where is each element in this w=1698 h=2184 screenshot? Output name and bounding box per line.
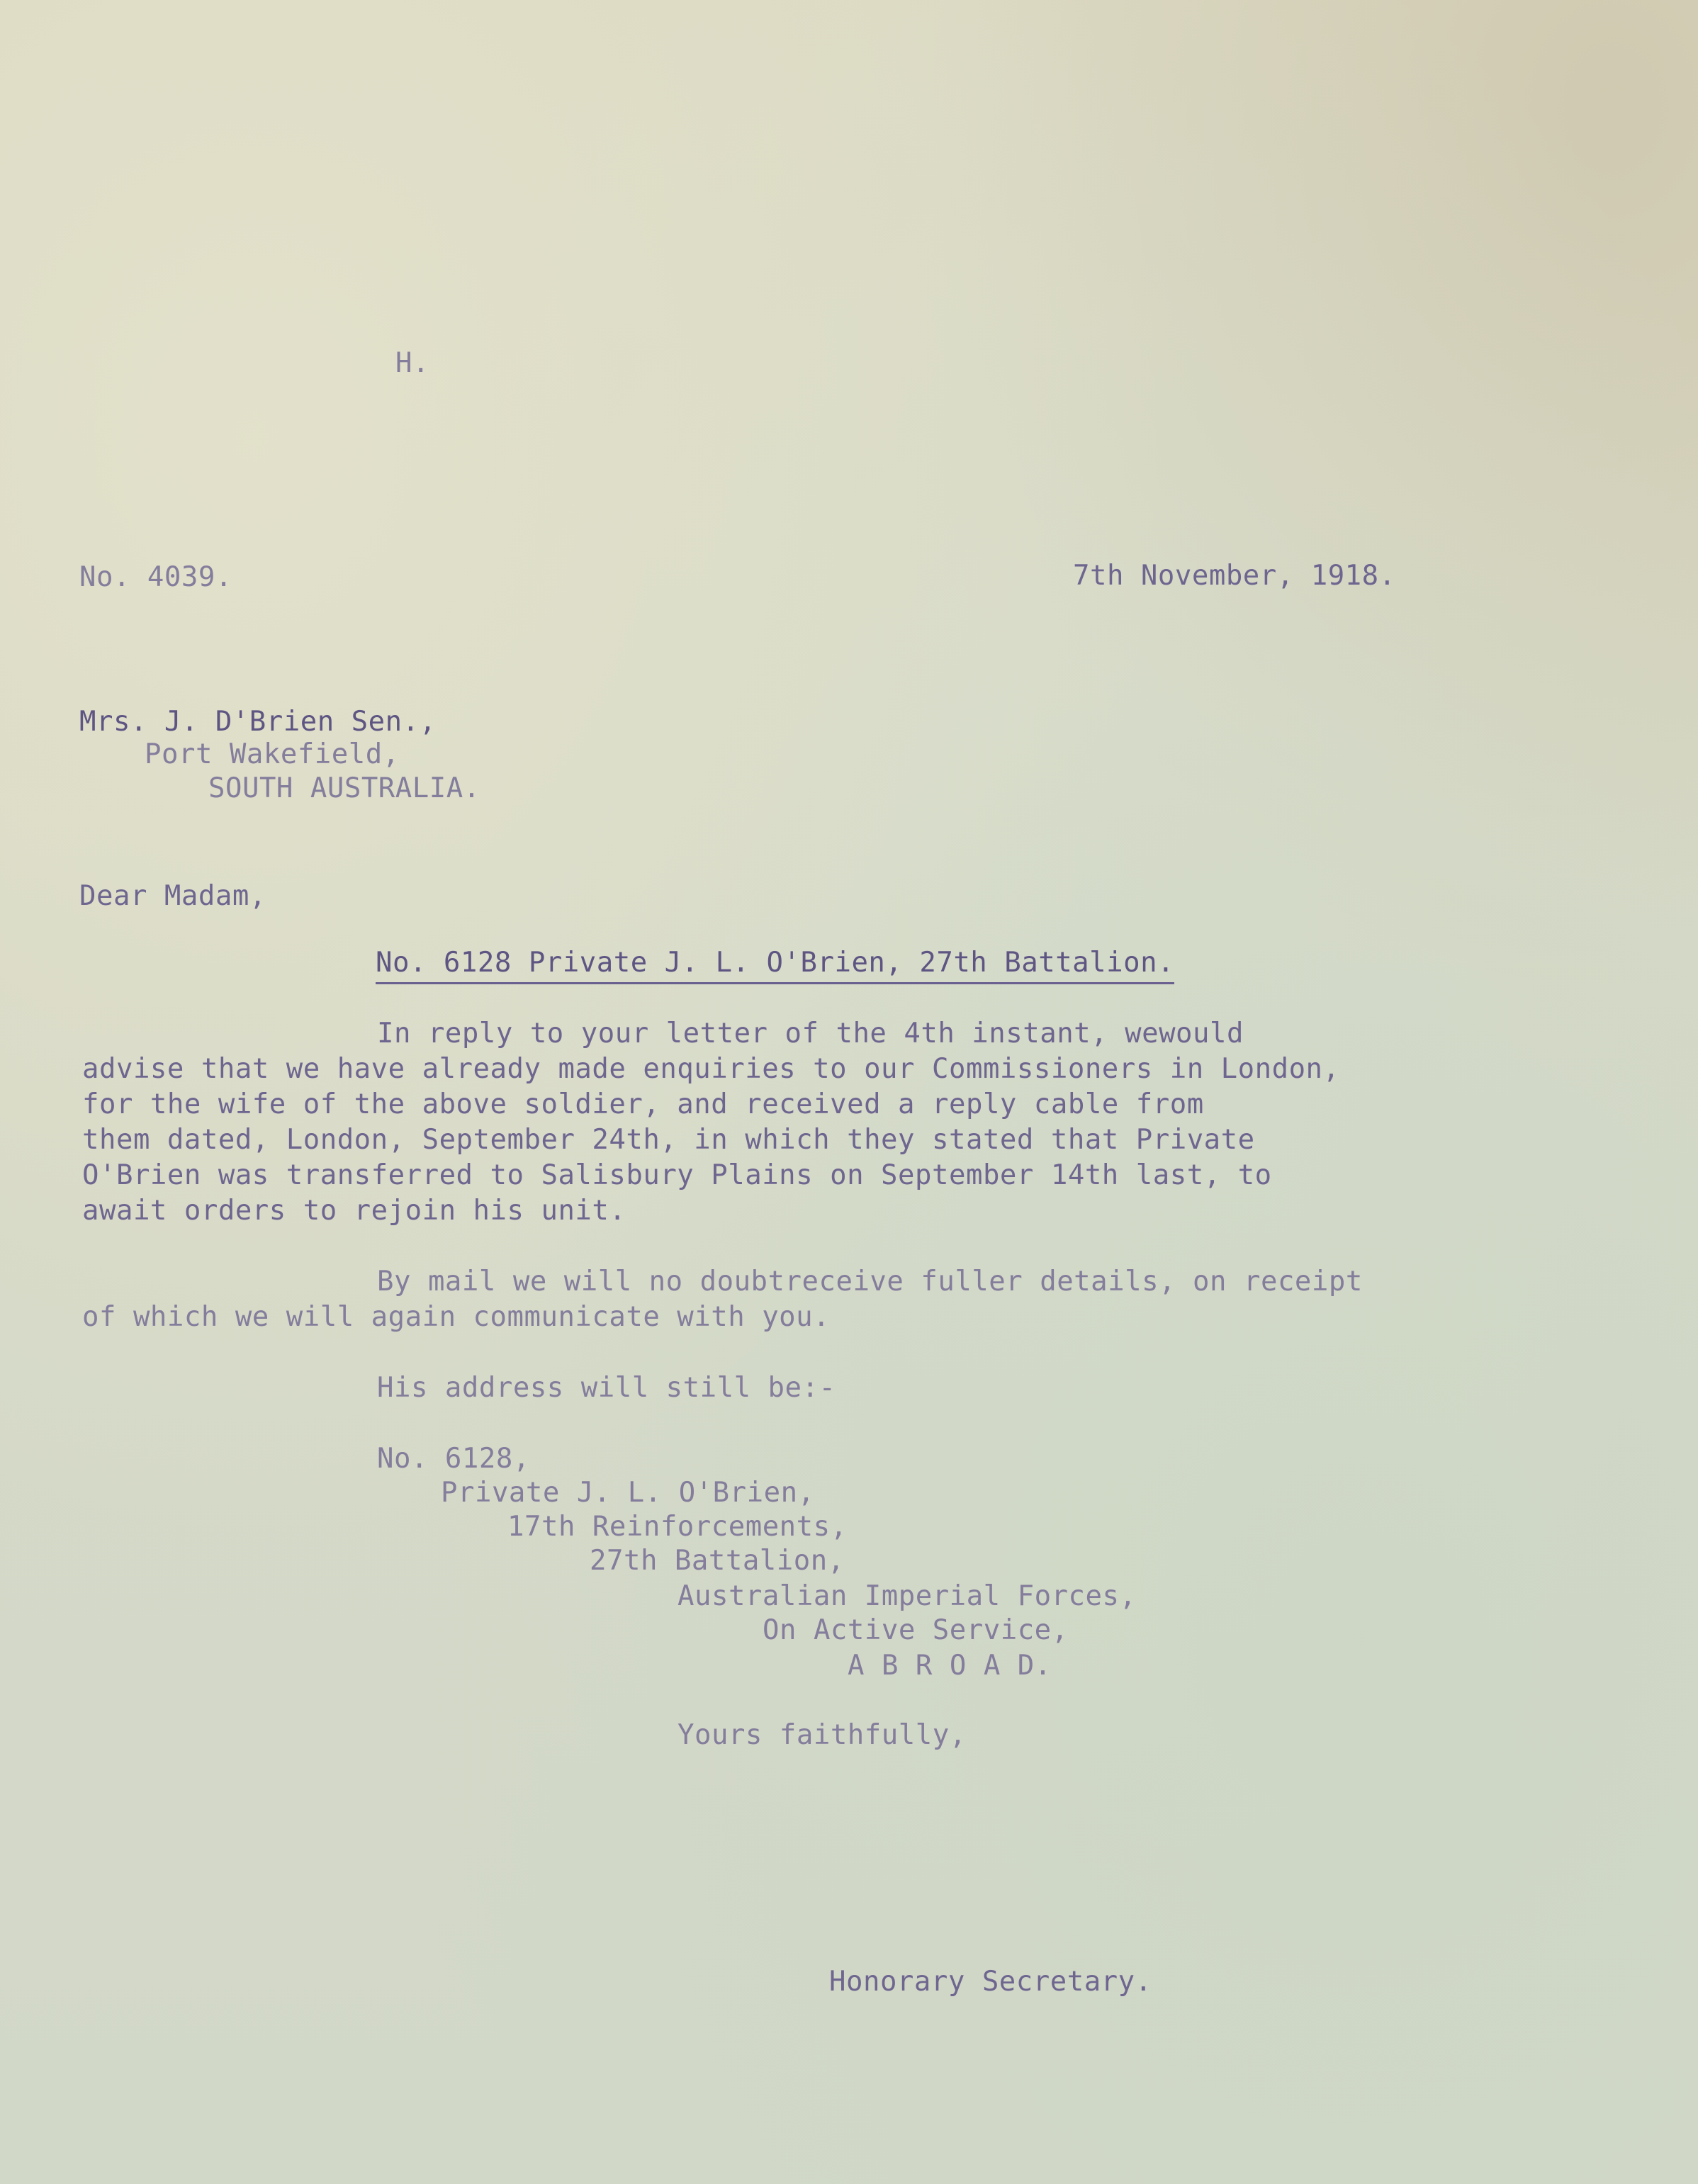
paragraph-1-line: for the wife of the above soldier, and received a reply cable from [82,1088,1204,1120]
recipient-town: Port Wakefield, [145,738,400,770]
salutation: Dear Madam, [79,880,266,912]
recipient-state: SOUTH AUSTRALIA. [208,772,480,804]
paragraph-2-line: of which we will again communicate with you. [82,1301,831,1333]
reference-number: No. 4039. [79,561,232,593]
closing: Yours faithfully, [677,1719,967,1751]
address-line: Private J. L. O'Brien, [441,1477,815,1509]
paragraph-2-line: By mail we will no doubtreceive fuller details, on receipt [377,1266,1363,1298]
address-line: On Active Service, [763,1614,1069,1646]
letter-initial: H. [395,347,429,379]
paragraph-1-line: them dated, London, September 24th, in which they stated that Private [82,1124,1255,1156]
letter-date: 7th November, 1918. [1073,560,1396,592]
signatory-title: Honorary Secretary. [829,1966,1152,1998]
recipient-name: Mrs. J. D'Brien Sen., [79,706,437,738]
address-line: Australian Imperial Forces, [677,1580,1137,1612]
paragraph-1-line: O'Brien was transferred to Salisbury Plains on September 14th last, to [82,1159,1272,1191]
address-line: 27th Battalion, [590,1545,845,1577]
address-intro: His address will still be:- [377,1372,836,1404]
paragraph-1-line: advise that we have already made enquiries to our Commissioners in London, [82,1053,1340,1085]
address-line: No. 6128, [377,1443,530,1475]
paragraph-1-line: await orders to rejoin his unit. [82,1195,626,1227]
subject-line: No. 6128 Private J. L. O'Brien, 27th Battalion. [376,945,1174,984]
paragraph-1-line: In reply to your letter of the 4th instant, wewould [377,1018,1244,1049]
address-line: 17th Reinforcements, [507,1511,848,1543]
address-line: A B R O A D. [848,1650,1052,1682]
